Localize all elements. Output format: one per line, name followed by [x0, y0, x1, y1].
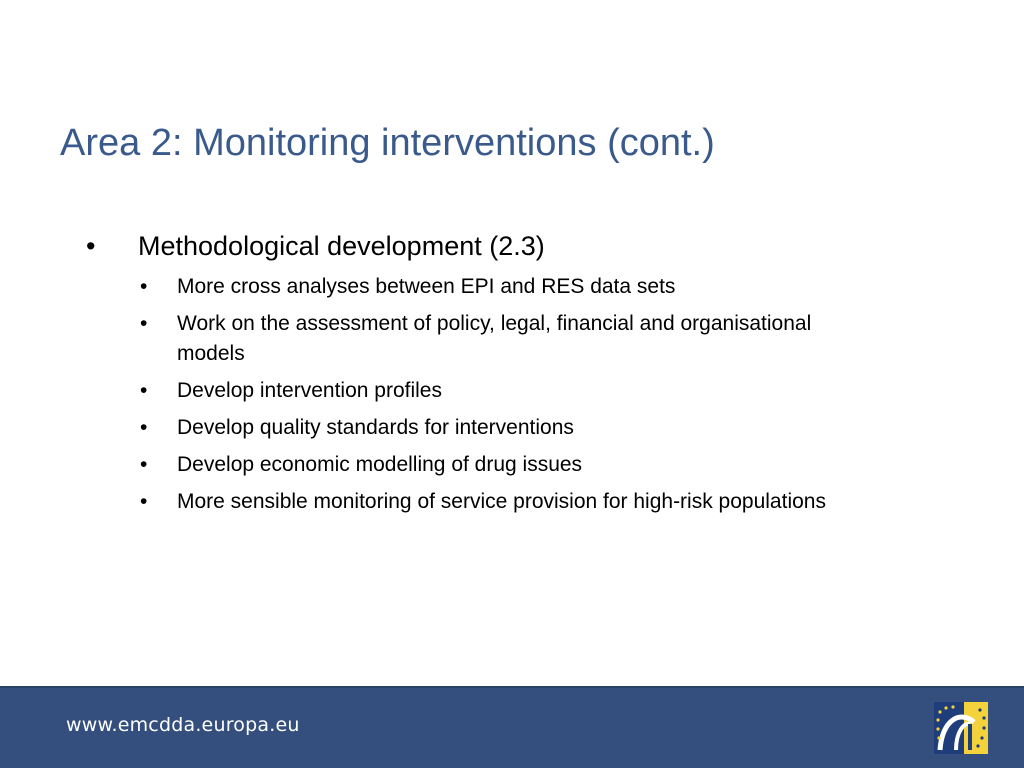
website-url[interactable]: www.emcdda.europa.eu	[66, 714, 300, 736]
footer-band	[0, 686, 1024, 768]
slide-content	[0, 226, 1024, 524]
sub-bullet	[0, 413, 1024, 443]
sub-bullet	[0, 376, 1024, 406]
main-bullet-text: Methodological development (2.3)	[138, 231, 545, 261]
bullet-marker: •	[140, 275, 148, 298]
sub-bullet-text: Develop intervention profiles	[177, 379, 442, 402]
bullet-marker: •	[140, 416, 148, 439]
sub-bullet-text: Develop quality standards for interventions	[177, 416, 574, 439]
bullet-marker: •	[140, 490, 148, 513]
sub-bullet	[0, 487, 1024, 517]
sub-bullet-list	[0, 272, 1024, 517]
sub-bullet	[0, 309, 1024, 369]
sub-bullet-text: More cross analyses between EPI and RES data sets	[177, 275, 676, 298]
sub-bullet-text: More sensible monitoring of service provision for high-risk populations	[177, 490, 826, 513]
bullet-marker: •	[140, 453, 148, 476]
sub-bullet-text: Develop economic modelling of drug issues	[177, 453, 583, 476]
main-bullet	[0, 226, 1024, 266]
bullet-marker: •	[140, 379, 148, 402]
emcdda-logo-icon	[934, 702, 988, 754]
bullet-marker: •	[86, 231, 96, 261]
bullet-marker: •	[140, 312, 148, 335]
sub-bullet	[0, 272, 1024, 302]
sub-bullet-text: Work on the assessment of policy, legal, financial and organisational models	[177, 312, 812, 365]
sub-bullet	[0, 450, 1024, 480]
slide-title: Area 2: Monitoring interventions (cont.)	[60, 122, 715, 164]
